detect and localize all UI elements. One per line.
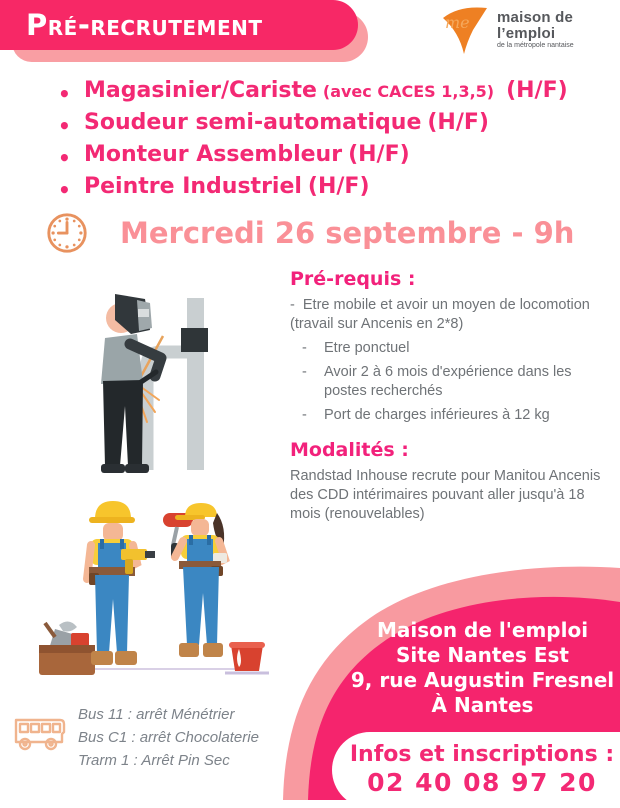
title-banner	[0, 0, 358, 50]
bullet-icon: •	[58, 146, 71, 170]
bus-icon	[12, 712, 68, 756]
job-item	[58, 110, 598, 142]
location-line: Site Nantes Est	[396, 643, 569, 667]
details-column	[290, 268, 612, 524]
job-suffix: (H/F)	[307, 174, 370, 199]
prerequisite-item: - Etre ponctuel	[290, 339, 612, 358]
logo-name: maison de l’emploi	[497, 8, 573, 42]
event-datetime: Mercredi 26 septembre - 9h	[120, 216, 575, 250]
job-list	[58, 78, 598, 206]
prerequisite-item: - Etre mobile et avoir un moyen de locomotion (travail sur Ancenis en 2*8)	[290, 296, 612, 334]
contact-label: Infos et inscriptions :	[349, 742, 615, 767]
job-suffix: (H/F)	[427, 110, 489, 135]
welder-illustration	[35, 276, 263, 476]
worker-woman	[163, 503, 227, 657]
job-title: Peintre Industriel	[84, 174, 302, 199]
prerequisite-item: - Avoir 2 à 6 mois d'expérience dans les postes recherchés	[290, 363, 612, 401]
job-item	[58, 174, 598, 206]
bullet-icon: •	[58, 178, 71, 202]
bullet-icon: •	[58, 114, 71, 138]
prerequisites-heading: Pré-requis :	[290, 268, 416, 290]
transport-line: Trarm 1 : Arrêt Pin Sec	[78, 752, 230, 769]
transport-line: Bus 11 : arrêt Ménétrier	[78, 706, 235, 723]
location-line: 9, rue Augustin Fresnel	[350, 668, 615, 692]
modalites-heading: Modalités :	[290, 439, 409, 461]
bullet-icon: •	[58, 82, 71, 106]
toolbox	[39, 621, 95, 675]
job-title: Monteur Assembleur	[84, 142, 343, 167]
prerequisite-item: - Port de charges inférieures à 12 kg	[290, 406, 612, 425]
page-title: Pré-recrutement	[26, 8, 263, 42]
job-title: Magasinier/Cariste	[84, 78, 317, 103]
construction-workers-illustration	[25, 487, 280, 687]
logo-subtitle: de la métropole nantaise	[497, 41, 574, 49]
location-line: Maison de l'emploi	[376, 618, 589, 642]
modalites-text: Randstad Inhouse recrute pour Manitou Ancenis des CDD intérimaires pouvant aller jusqu'à 18 mois (renouvelables)	[290, 468, 601, 522]
location-line: À Nantes	[431, 693, 534, 717]
job-note: (avec CACES 1,3,5)	[322, 82, 495, 101]
transport-lines	[78, 703, 259, 772]
contact-pill	[332, 732, 620, 808]
event-datetime-row	[44, 210, 574, 256]
job-item	[58, 78, 598, 110]
job-suffix: (H/F)	[348, 142, 410, 167]
contact-phone: 02 40 08 97 20	[367, 768, 597, 797]
logo-monogram: me	[445, 13, 470, 32]
job-title: Soudeur semi-automatique	[84, 110, 422, 135]
transport-line: Bus C1 : arrêt Chocolaterie	[78, 729, 259, 746]
worker-man	[87, 501, 155, 665]
prerequisites-list	[290, 296, 612, 425]
maison-de-lemploi-logo	[437, 2, 615, 57]
logo-orange-sail-icon	[437, 2, 495, 57]
location-address	[340, 618, 620, 718]
clock-icon	[44, 210, 90, 256]
job-item	[58, 142, 598, 174]
job-suffix: (H/F)	[506, 78, 568, 103]
